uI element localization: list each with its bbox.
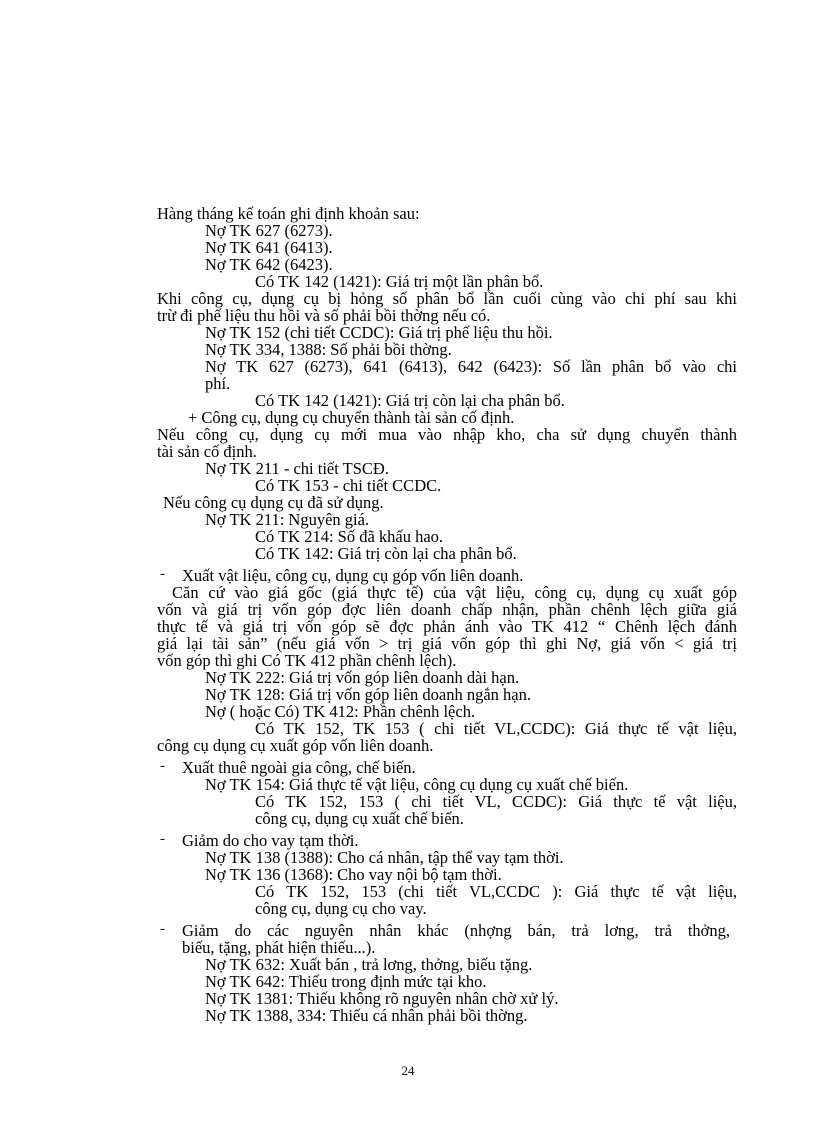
text-line: Nợ TK 128: Giá trị vốn góp liên doanh ngắn hạn. xyxy=(205,685,531,704)
bullet-dash: - xyxy=(160,921,165,937)
text-line: biếu, tặng, phát hiện thiếu...). xyxy=(182,938,376,957)
text-line: Hàng tháng kế toán ghi định khoản sau: xyxy=(157,204,420,223)
text-line: Giảm do các nguyên nhân khác (nhợng bán, trả lơng, trả thởng, xyxy=(182,921,730,940)
text-line: thực tế và giá trị vốn góp sẽ đợc phản ánh vào TK 412 “ Chênh lệch đánh xyxy=(157,617,737,636)
text-line: Nợ TK 642: Thiếu trong định mức tại kho. xyxy=(205,972,487,991)
text-line: Nợ TK 1381: Thiếu không rõ nguyên nhân chờ xử lý. xyxy=(205,989,559,1008)
text-line: Nợ TK 152 (chi tiết CCDC): Giá trị phế liệu thu hồi. xyxy=(205,323,553,342)
text-line: vốn và giá trị vốn góp đợc liên doanh chấp nhận, phần chênh lệch giữa giá xyxy=(157,600,737,619)
bullet-dash: - xyxy=(160,566,165,582)
text-line: Nợ TK 334, 1388: Số phải bồi thờng. xyxy=(205,340,452,359)
text-line: + Công cụ, dụng cụ chuyển thành tài sản cố định. xyxy=(188,408,515,427)
text-line: tài sản cố định. xyxy=(157,442,257,461)
text-line: Có TK 153 - chi tiết CCDC. xyxy=(255,476,442,495)
text-line: Căn cứ vào giá gốc (giá thực tế) của vật liệu, công cụ, dụng cụ xuất góp xyxy=(172,583,737,602)
page-number: 24 xyxy=(401,1063,415,1078)
text-line: Nợ TK 627 (6273), 641 (6413), 642 (6423): Số lần phân bổ vào chi xyxy=(205,357,737,376)
text-line: Có TK 152, 153 (chi tiết VL,CCDC ): Giá thực tế vật liệu, xyxy=(255,882,737,901)
text-line: Nợ TK 138 (1388): Cho cá nhân, tập thể vay tạm thời. xyxy=(205,848,564,867)
text-line: giá lại tài sản” (nếu giá vốn > trị giá vốn góp thì ghi Nợ, giá vốn < giá trị xyxy=(157,634,737,653)
text-line: Có TK 142 (1421): Giá trị một lần phân bổ. xyxy=(255,272,544,291)
text-line: Có TK 142 (1421): Giá trị còn lại cha phân bổ. xyxy=(255,391,565,410)
text-line: Nợ ( hoặc Có) TK 412: Phần chênh lệch. xyxy=(205,702,476,721)
text-line: công cụ, dụng cụ cho vay. xyxy=(255,899,427,918)
text-line: Giảm do cho vay tạm thời. xyxy=(182,831,359,850)
text-line: Nợ TK 1388, 334: Thiếu cá nhân phải bồi thờng. xyxy=(205,1006,528,1025)
bullet-dash: - xyxy=(160,758,165,774)
text-line: công cụ dụng cụ xuất góp vốn liên doanh. xyxy=(157,736,434,755)
text-line: Có TK 142: Giá trị còn lại cha phân bổ. xyxy=(255,544,517,563)
text-line: Nợ TK 642 (6423). xyxy=(205,255,333,274)
text-line: Nợ TK 222: Giá trị vốn góp liên doanh dài hạn. xyxy=(205,668,520,687)
text-line: Nợ TK 211 - chi tiết TSCĐ. xyxy=(205,459,389,478)
text-line: Nợ TK 632: Xuất bán , trả lơng, thởng, biếu tặng. xyxy=(205,955,533,974)
text-line: phí. xyxy=(205,374,231,393)
text-line: Nợ TK 154: Giá thực tế vật liệu, công cụ dụng cụ xuất chế biến. xyxy=(205,775,629,794)
text-line: trừ đi phế liệu thu hồi và số phải bồi thờng nếu có. xyxy=(157,306,491,325)
text-line: Có TK 214: Số đã khấu hao. xyxy=(255,527,444,546)
text-line: Có TK 152, TK 153 ( chi tiết VL,CCDC): Giá thực tế vật liệu, xyxy=(255,719,737,738)
text-line: Xuất vật liệu, công cụ, dụng cụ góp vốn liên doanh. xyxy=(182,566,524,585)
text-line: Nếu công cụ, dụng cụ mới mua vào nhập kho, cha sử dụng chuyển thành xyxy=(157,425,737,444)
text-line: Nợ TK 136 (1368): Cho vay nội bộ tạm thời. xyxy=(205,865,502,884)
text-line: công cụ, dụng cụ xuất chế biến. xyxy=(255,809,464,828)
bullet-dash: - xyxy=(160,831,165,847)
text-line: Nợ TK 641 (6413). xyxy=(205,238,333,257)
text-line: Nợ TK 211: Nguyên giá. xyxy=(205,510,370,529)
text-line: Nợ TK 627 (6273). xyxy=(205,221,333,240)
text-line: vốn góp thì ghi Có TK 412 phần chênh lệch). xyxy=(157,651,457,670)
text-line: Có TK 152, 153 ( chi tiết VL, CCDC): Giá thực tế vật liệu, xyxy=(255,792,737,811)
text-line: Xuất thuê ngoài gia công, chế biến. xyxy=(182,758,416,777)
text-line: Khi công cụ, dụng cụ bị hỏng số phân bổ lần cuối cùng vào chi phí sau khi xyxy=(157,289,737,308)
text-line: Nếu công cụ dụng cụ đã sử dụng. xyxy=(163,493,384,512)
